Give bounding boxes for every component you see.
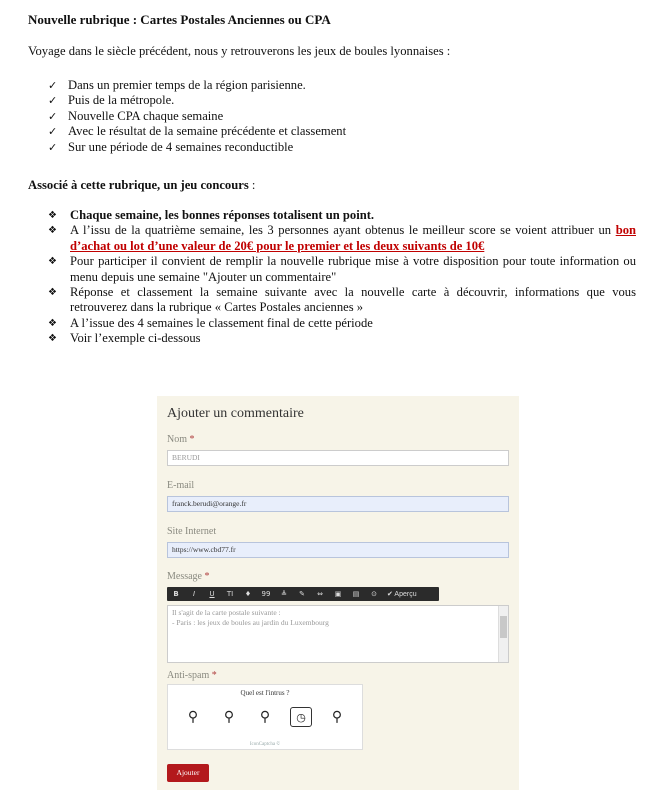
align-button[interactable]: ≜ xyxy=(281,590,287,598)
list-item: ✓ Puis de la métropole. xyxy=(48,93,175,108)
heading-button[interactable]: TI xyxy=(226,590,234,598)
list-item: ✓ Sur une période de 4 semaines reconductible xyxy=(48,139,294,154)
antispam-label: Anti-spam * xyxy=(167,670,217,681)
nom-field[interactable]: BERUDI xyxy=(167,450,509,466)
message-label: Message * xyxy=(167,571,210,582)
editor-toolbar xyxy=(167,587,439,601)
captcha-question: Quel est l'intrus ? xyxy=(240,689,290,697)
list-item: ✓ Nouvelle CPA chaque semaine xyxy=(48,108,224,123)
diamond-bullet-icon: ❖ xyxy=(48,287,57,299)
diamond-bullet-icon: ❖ xyxy=(48,333,57,345)
contest-heading: Associé à cette rubrique, un jeu concours : xyxy=(28,178,256,192)
image-button[interactable]: ▣ xyxy=(334,590,342,598)
diamond-bullet-icon: ❖ xyxy=(48,210,57,221)
check-icon: ✓ xyxy=(48,94,58,108)
list-item: ❖ Voir l’exemple ci-dessous xyxy=(48,331,201,346)
diamond-bullet-icon: ❖ xyxy=(48,317,57,329)
textarea-scrollbar[interactable] xyxy=(498,606,508,662)
list-item: ❖ Chaque semaine, les bonnes réponses totalisent un point. xyxy=(48,208,375,222)
underline-button[interactable]: U xyxy=(209,590,215,598)
italic-button[interactable]: I xyxy=(192,590,196,598)
clock-icon[interactable]: ◷ xyxy=(290,707,312,727)
diamond-bullet-icon: ❖ xyxy=(48,225,57,237)
list-item: ❖ Réponse et classement la semaine suivante avec la nouvelle carte à découvrir, informations que vous retrouverez dans la rubrique « Cartes Postales anciennes » xyxy=(48,285,636,315)
scrollbar-thumb[interactable] xyxy=(500,616,507,638)
diamond-bullet-icon: ❖ xyxy=(48,256,57,268)
list-item: ❖ A l’issu de la quatrième semaine, les 3 personnes ayant obtenus le meilleur score se voient attribuer un bon d’achat ou lot d’une valeur de 20€ pour le premier et les deux suivants de 10€ xyxy=(48,223,636,253)
syringe-icon[interactable]: ⚲ xyxy=(187,709,199,725)
link-button[interactable]: ✎ xyxy=(299,590,305,598)
list-item: ✓ Dans un premier temps de la région parisienne. xyxy=(48,78,306,92)
intro-text: Voyage dans le siècle précédent, nous y retrouverons les jeux de boules lyonnaises : xyxy=(28,44,451,58)
check-icon: ✓ xyxy=(48,125,58,139)
list-item: ✓ Avec le résultat de la semaine précédente et classement xyxy=(48,124,347,139)
color-button[interactable]: ♦ xyxy=(244,590,252,598)
site-label: Site Internet xyxy=(167,526,217,537)
form-title: Ajouter un commentaire xyxy=(167,406,304,421)
list-item: ❖ A l’issue des 4 semaines le classement final de cette période xyxy=(48,315,373,330)
submit-button[interactable]: Ajouter xyxy=(167,764,209,782)
syringe-icon[interactable]: ⚲ xyxy=(331,709,343,725)
site-field[interactable]: https://www.cbd77.fr xyxy=(167,542,509,558)
syringe-icon[interactable]: ⚲ xyxy=(259,709,271,725)
syringe-icon[interactable]: ⚲ xyxy=(223,709,235,725)
emoji-button[interactable]: ⊙ xyxy=(371,590,377,598)
preview-button[interactable]: ✔ Aperçu xyxy=(387,591,417,598)
rules-list xyxy=(48,208,636,347)
check-list xyxy=(48,78,346,155)
document-title: Nouvelle rubrique : Cartes Postales Anciennes ou CPA xyxy=(28,12,331,27)
check-icon: ✓ xyxy=(48,109,58,123)
captcha-icons xyxy=(182,707,348,727)
email-field[interactable]: franck.berudi@orange.fr xyxy=(167,496,509,512)
check-icon: ✓ xyxy=(48,79,58,92)
email-label: E-mail xyxy=(167,480,195,491)
nom-label: Nom * xyxy=(167,434,195,445)
message-textarea[interactable]: Il s'agit de la carte postale suivante : - Paris : les jeux de boules au jardin du Luxembourg xyxy=(167,605,509,663)
quote-button[interactable]: 99 xyxy=(261,590,271,598)
icon-captcha xyxy=(167,684,363,750)
bold-button[interactable]: B xyxy=(173,590,179,598)
check-icon: ✓ xyxy=(48,140,58,154)
list-item: ❖ Pour participer il convient de remplir la nouvelle rubrique mise à votre disposition pour toute information ou menu depuis une semaine "Ajouter un commentaire" xyxy=(48,254,636,284)
prize-text: bon d’achat ou lot d’une valeur de 20€ pour le premier et les deux suivants de 10€ xyxy=(70,223,636,253)
unlink-button[interactable]: ⇔ xyxy=(317,590,323,598)
media-button[interactable]: ▤ xyxy=(352,590,360,598)
captcha-brand: IconCaptcha © xyxy=(249,742,281,747)
